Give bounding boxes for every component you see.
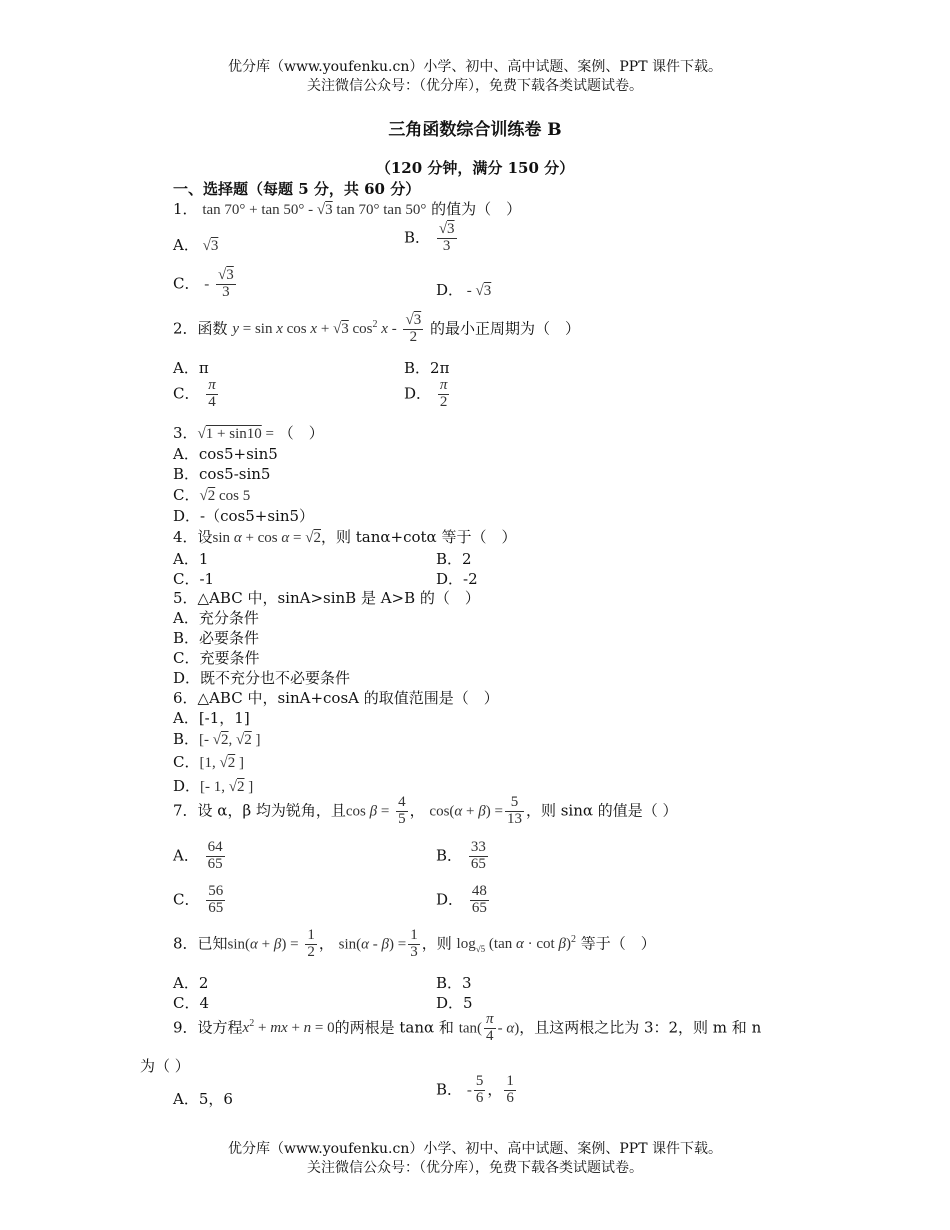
question-2: 2．函数 y = sin x cos x + √3 $\cos^2 x$ - $\frac{√3}{2}$ 的最小正周期为（ ） (173, 312, 580, 345)
question-3: 3．√1 + sin10 = （ ） (173, 424, 324, 442)
question-2-option-c: C． $\frac{\pi}{4}$ (173, 377, 216, 410)
question-5-option-a: A．充分条件 (173, 609, 259, 627)
question-9-option-b: B． - $\frac{5}{6}$ ， $\frac{1}{6}$ (436, 1073, 514, 1106)
question-1-option-b: B． $\frac{√3}{3}$ (404, 221, 455, 254)
question-7-option-d: D． $\frac{48}{65}$ (436, 883, 487, 916)
question-6-option-d: D．[- 1, √2 ] (173, 777, 254, 795)
question-2-option-b: B．2π (404, 359, 450, 377)
question-2-number: 2．函数 (173, 319, 228, 338)
footer-line-2: 关注微信公众号：（优分库），免费下载各类试题试卷。 (307, 1160, 643, 1176)
question-1-number: 1． (173, 200, 198, 218)
question-4-option-d: D．-2 (436, 570, 478, 588)
question-4-option-a: A．1 (173, 550, 209, 568)
question-1-formula: tan 70° + tan 50° - √3 tan 70° tan 50° (202, 202, 427, 218)
question-7-option-b: B． $\frac{33}{65}$ (436, 839, 486, 872)
section-heading: 一、选择题（每题 5 分，共 60 分） (173, 180, 421, 198)
question-2-option-d: D． $\frac{\pi}{2}$ (404, 377, 448, 410)
question-8: 8．已知sin(α + β) = $\frac{1}{2}$ ， sin(α - β) = $\frac{1}{3}$ ，则 $\log_{√5} (\tan$ α · cot β)$^2$ 等于（ ） (173, 927, 656, 960)
question-7-option-a: A． $\frac{64}{65}$ (173, 839, 223, 872)
question-7-option-c: C． $\frac{56}{65}$ (173, 883, 224, 916)
question-8-option-a: A．2 (173, 974, 209, 992)
question-9: 9．设方程$x^2$ + mx + n = 0的两根是 tanα 和 tan( $\frac{\pi}{4}$ - α)，且这两根之比为 3：2，则 m 和 n (173, 1011, 762, 1044)
footer-line-1: 优分库（www.youfenku.cn）小学、初中、高中试题、案例、PPT 课件下载。 (227, 1141, 722, 1157)
question-8-option-b: B．3 (436, 974, 472, 992)
page-title: 三角函数综合训练卷 B (388, 120, 562, 140)
question-1 (173, 198, 521, 219)
question-3-option-a: A．cos5+sin5 (173, 445, 278, 463)
question-4: 4．设sin α + cos α = √2，则 tanα+cotα 等于（ ） (173, 528, 517, 546)
question-3-option-c: C．√2 cos 5 (173, 486, 251, 504)
question-5: 5．△ABC 中，sinA>sinB 是 A>B 的（ ） (173, 589, 480, 607)
question-6: 6．△ABC 中，sinA+cosA 的取值范围是（ ） (173, 689, 499, 707)
question-4-option-b: B．2 (436, 550, 472, 568)
question-6-option-c: C．[1, √2 ] (173, 753, 244, 771)
question-9-option-a: A．5，6 (173, 1090, 233, 1108)
question-5-option-d: D．既不充分也不必要条件 (173, 669, 351, 687)
question-6-option-a: A．[-1，1] (173, 709, 250, 727)
question-1-option-c: C． - $\frac{√3}{3}$ (173, 267, 234, 300)
question-1-option-d: D． - √3 (436, 281, 492, 299)
question-4-option-c: C．-1 (173, 570, 215, 588)
question-1-option-a: A． √3 (173, 236, 219, 254)
question-5-option-c: C．充要条件 (173, 649, 260, 667)
question-2-tail: 的最小正周期为（ ） (429, 319, 580, 338)
question-8-option-d: D．5 (436, 994, 473, 1012)
question-2-option-a: A．π (173, 359, 209, 377)
page-subtitle: （120 分钟，满分 150 分） (375, 159, 575, 177)
header-line-2: 关注微信公众号：（优分库），免费下载各类试题试卷。 (307, 78, 643, 94)
question-8-option-c: C．4 (173, 994, 210, 1012)
question-3-option-d: D．-（cos5+sin5） (173, 507, 315, 525)
header-line-1: 优分库（www.youfenku.cn）小学、初中、高中试题、案例、PPT 课件下载。 (227, 59, 722, 75)
question-7: 7．设 α，β 均为锐角，且cos β = $\frac{4}{5}$ ， cos(α + β) = $\frac{5}{13}$ ，则 sinα 的值是（ ） (173, 794, 678, 827)
question-3-option-b: B．cos5-sin5 (173, 465, 271, 483)
question-1-tail: 的值为（ ） (431, 200, 522, 218)
question-5-option-b: B．必要条件 (173, 629, 260, 647)
question-6-option-b: B．[- √2, √2 ] (173, 730, 261, 748)
question-9-wrap: 为（ ） (140, 1057, 190, 1075)
